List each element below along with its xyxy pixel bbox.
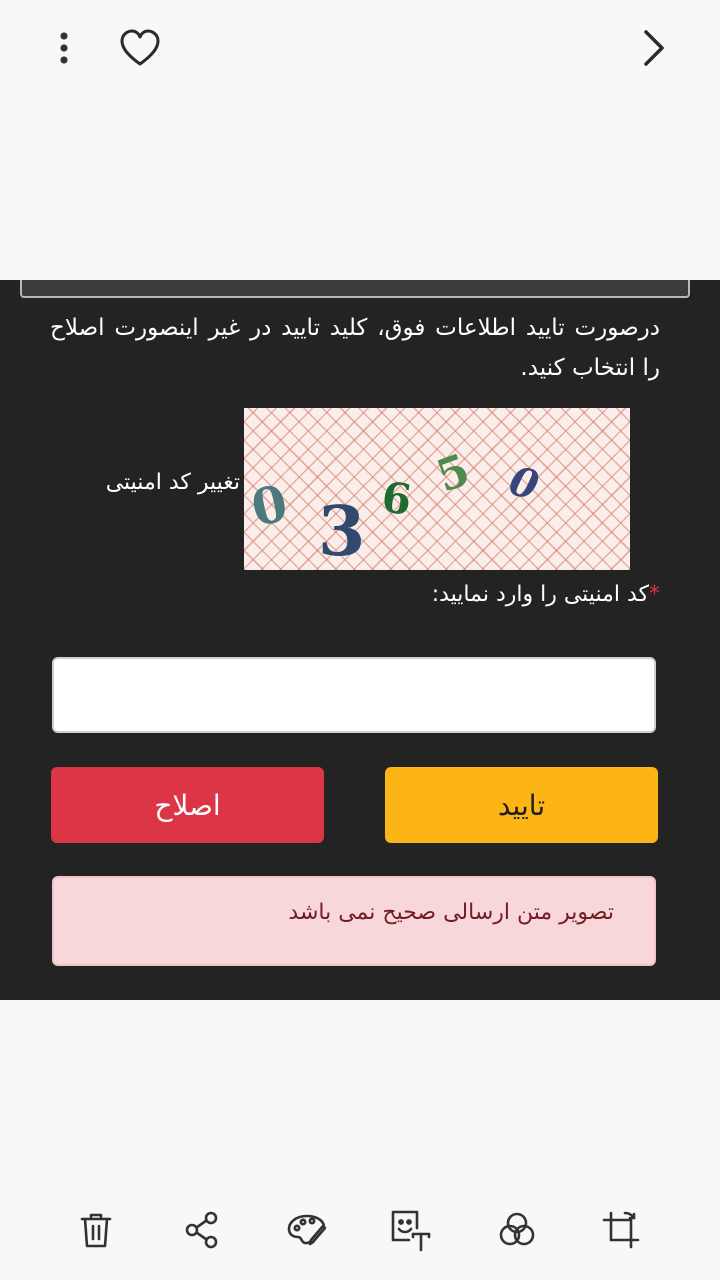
required-mark: *: [649, 582, 660, 607]
error-alert: تصویر متن ارسالی صحیح نمی باشد: [52, 876, 656, 966]
chevron-right-icon[interactable]: [630, 24, 678, 72]
security-code-label-text: کد امنیتی را وارد نمایید:: [431, 582, 649, 607]
palette-icon[interactable]: [282, 1205, 332, 1255]
captcha-char: 0: [504, 457, 544, 510]
viewer-top-bar: [0, 0, 720, 100]
captcha-char: 5: [430, 444, 477, 503]
editor-toolbar: [0, 1200, 720, 1260]
captcha-char: 0: [246, 473, 293, 538]
captcha-image: [244, 408, 630, 570]
form-field-edge: [20, 280, 690, 298]
crop-rotate-icon[interactable]: [596, 1205, 646, 1255]
captcha-char: 6: [378, 472, 415, 525]
delete-icon[interactable]: [71, 1205, 121, 1255]
displayed-photo: [0, 280, 720, 1000]
favorite-heart-icon[interactable]: [116, 24, 164, 72]
security-code-input[interactable]: [52, 657, 656, 733]
confirm-button[interactable]: تایید: [385, 767, 658, 843]
filters-icon[interactable]: [492, 1205, 542, 1255]
sticker-text-icon[interactable]: [386, 1205, 436, 1255]
security-code-label: [432, 582, 660, 607]
more-options-icon[interactable]: [40, 24, 88, 72]
share-icon[interactable]: [177, 1205, 227, 1255]
instructions-text: درصورت تایید اطلاعات فوق، کلید تایید در غیر اینصورت اصلاح را انتخاب کنید.: [50, 315, 660, 381]
edit-button[interactable]: اصلاح: [51, 767, 324, 843]
captcha-char: 3: [318, 492, 366, 572]
change-captcha-link[interactable]: تغییر کد امنیتی: [105, 470, 240, 495]
